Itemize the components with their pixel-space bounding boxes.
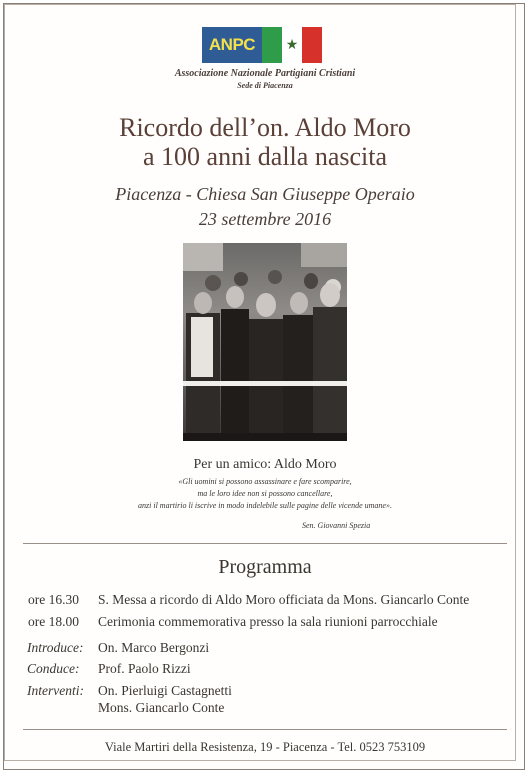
footer-address: Viale Martiri della Resistenza, 19 - Piacenza - Tel. 0523 753109	[104, 740, 426, 754]
association-name: Associazione Nazionale Partigiani Cristiani	[174, 68, 356, 79]
photo-caption: Per un amico: Aldo Moro	[193, 457, 337, 472]
star-icon: ★	[282, 27, 302, 63]
title-line-1: Ricordo dell’on. Aldo Moro	[119, 113, 411, 142]
association-sede: Sede di Piacenza	[237, 81, 293, 90]
event-description: Cerimonia commemorativa presso la sala riunioni parrocchiale	[98, 614, 438, 629]
title-line-2: a 100 anni dalla nascita	[142, 142, 388, 171]
role-person: On. Pierluigi Castagnetti	[98, 683, 232, 698]
role-label: Interventi:	[27, 683, 84, 698]
quote-line-1: «Gli uomini si possono assassinare e fare scomparire,	[178, 477, 352, 486]
divider-top	[23, 543, 507, 544]
event-time: ore 18.00	[28, 614, 79, 629]
role-person: Mons. Giancarlo Conte	[98, 700, 225, 715]
divider-bottom	[23, 729, 507, 730]
role-label: Conduce:	[27, 661, 80, 676]
logo-green-stripe	[262, 27, 282, 63]
quote-line-2: ma le loro idee non si possono cancellare,	[197, 489, 333, 498]
programma-heading: Programma	[218, 556, 312, 578]
logo-text: ANPC	[208, 35, 256, 54]
event-date: 23 settembre 2016	[198, 209, 332, 229]
logo-red-stripe	[302, 27, 322, 63]
historic-photo	[183, 243, 347, 441]
anpc-logo	[202, 27, 322, 63]
logo-blue-block	[202, 27, 262, 63]
quote-author: Sen. Giovanni Spezia	[302, 521, 371, 530]
role-person: Prof. Paolo Rizzi	[98, 661, 191, 676]
role-person: On. Marco Bergonzi	[98, 640, 210, 655]
event-time: ore 16.30	[28, 592, 79, 607]
quote-line-3: anzi il martirio li iscrive in modo indelebile sulle pagine delle vicende umane».	[138, 501, 392, 510]
role-label: Introduce:	[27, 640, 84, 655]
event-place: Piacenza - Chiesa San Giuseppe Operaio	[115, 184, 415, 204]
event-description: S. Messa a ricordo di Aldo Moro officiata da Mons. Giancarlo Conte	[98, 592, 470, 607]
